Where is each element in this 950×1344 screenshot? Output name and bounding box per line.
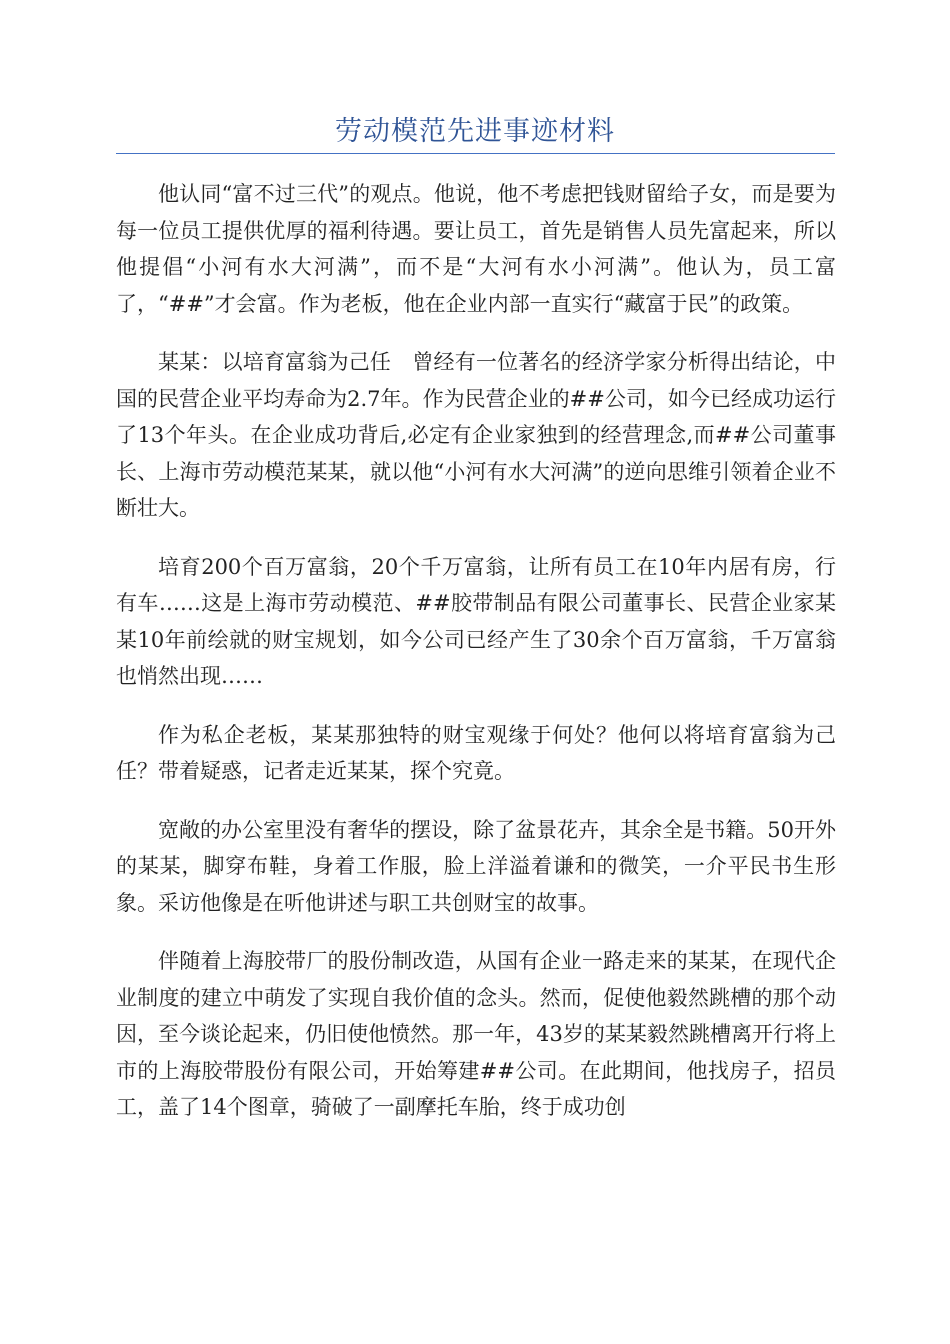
paragraph-5: 宽敞的办公室里没有奢华的摆设，除了盆景花卉，其余全是书籍。50开外的某某，脚穿布鞋，身着工作服，脸上洋溢着谦和的微笑，一介平民书生形象。采访他像是在听他讲述与职工共创财宝的故事。: [116, 817, 836, 915]
document-title: 劳动模范先进事迹材料: [335, 116, 615, 147]
paragraph-2: 某某：以培育富翁为己任 曾经有一位著名的经济学家分析得出结论，中国的民营企业平均寿命为2.7年。作为民营企业的##公司，如今已经成功运行了13个年头。在企业成功背后,必定有企业家独到的经营理念,而##公司董事长、上海市劳动模范某某，就以他“小河有水大河满”的逆向思维引领着企业不断壮大。: [116, 350, 836, 520]
paragraph-1: 他认同“富不过三代”的观点。他说，他不考虑把钱财留给子女，而是要为每一位员工提供优厚的福利待遇。要让员工，首先是销售人员先富起来，所以他提倡“小河有水大河满”，而不是“大河有水小河满”。他认为，员工富了，“##”才会富。作为老板，他在企业内部一直实行“藏富于民”的政策。: [116, 182, 836, 316]
title-underline: [116, 153, 835, 154]
paragraph-3: 培育200个百万富翁，20个千万富翁，让所有员工在10年内居有房，行有车……这是上海市劳动模范、##胶带制品有限公司董事长、民营企业家某某10年前绘就的财宝规划，如今公司已经产生了30余个百万富翁，千万富翁也悄然出现……: [116, 554, 836, 688]
paragraph-4: 作为私企老板，某某那独特的财宝观缘于何处？他何以将培育富翁为己任？带着疑惑，记者走近某某，探个究竟。: [116, 722, 836, 783]
paragraph-6: 伴随着上海胶带厂的股份制改造，从国有企业一路走来的某某，在现代企业制度的建立中萌发了实现自我价值的念头。然而，促使他毅然跳槽的那个动因，至今谈论起来，仍旧使他愤然。那一年，43岁的某某毅然跳槽离开行将上市的上海胶带股份有限公司，开始筹建##公司。在此期间，他找房子，招员工，盖了14个图章，骑破了一副摩托车胎，终于成功创: [116, 949, 836, 1119]
document-body: [116, 176, 836, 1148]
